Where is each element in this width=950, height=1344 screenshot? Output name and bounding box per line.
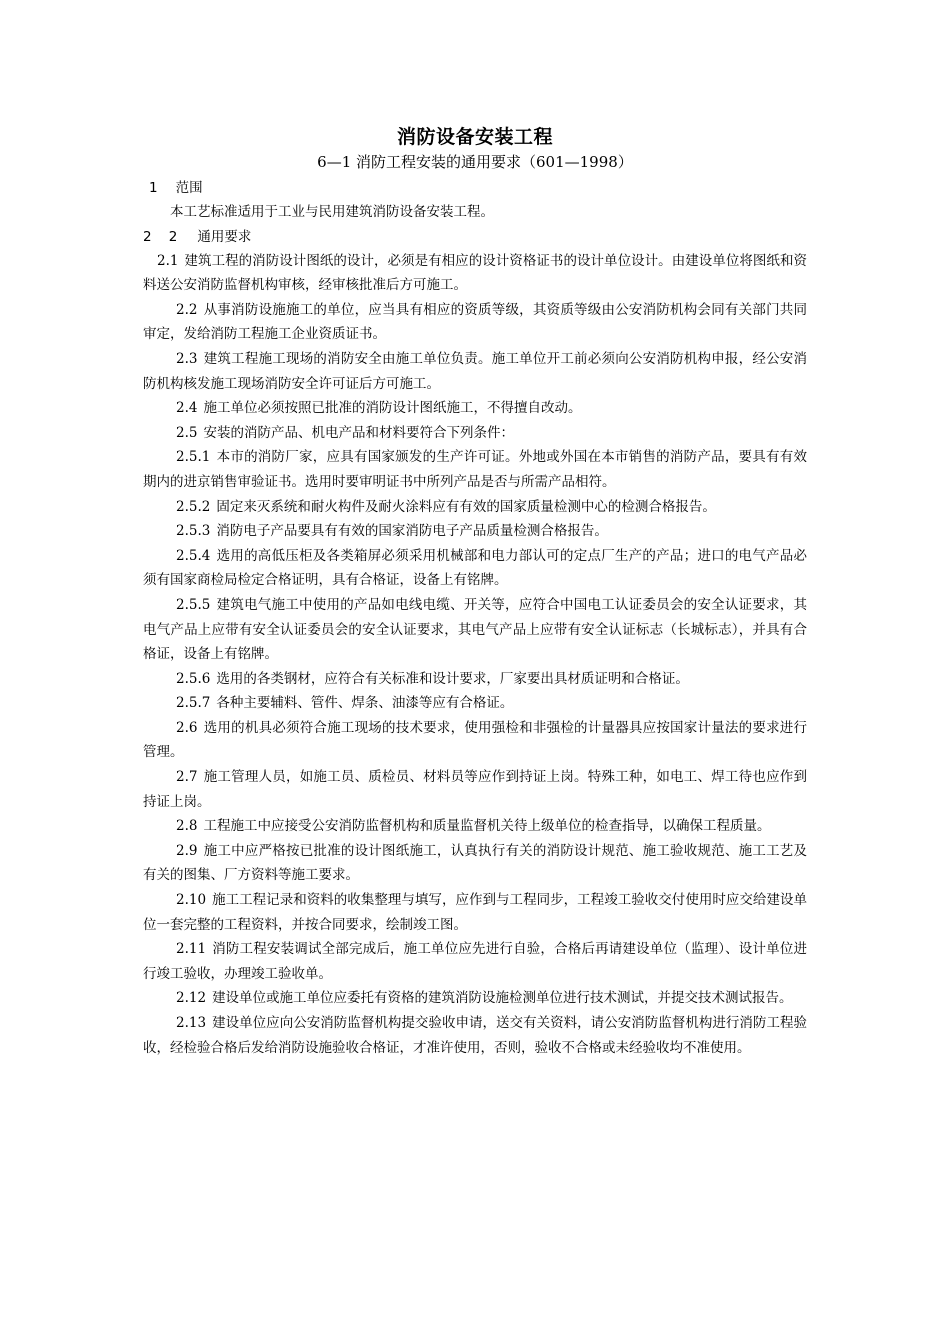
requirement-text: 从事消防设施施工的单位，应当具有相应的资质等级，其资质等级由公安消防机构会同有关部门共同审定，发给消防工程施工企业资质证书。 xyxy=(143,301,807,343)
requirement-number: 2.4 xyxy=(176,400,198,417)
section-1-heading xyxy=(143,176,807,200)
requirement-number: 2.5 xyxy=(176,424,198,441)
requirement-item xyxy=(143,347,807,396)
requirement-item xyxy=(143,396,807,421)
requirement-text: 安装的消防产品、机电产品和材料要符合下列条件： xyxy=(203,424,514,441)
requirement-item xyxy=(143,839,807,888)
requirement-text: 施工管理人员，如施工员、质检员、材料员等应作到持证上岗。特殊工种，如电工、焊工待也应作到持证上岗。 xyxy=(143,769,807,810)
requirement-number: 2.2 xyxy=(176,301,198,318)
section-2-heading xyxy=(143,225,807,249)
requirement-number: 2.13 xyxy=(176,1015,207,1031)
requirement-number: 2.10 xyxy=(176,892,207,909)
requirement-text: 消防电子产品要具有有效的国家消防电子产品质量检测合格报告。 xyxy=(216,523,608,540)
requirement-number: 2.5.4 xyxy=(176,547,211,564)
requirement-number: 2.5.7 xyxy=(176,695,211,712)
requirement-number: 2.12 xyxy=(176,990,207,1007)
requirement-text: 本市的消防厂家，应具有国家颁发的生产许可证。外地或外国在本市销售的消防产品，要具有有效期内的进京销售审验证书。选用时要审明证书中所列产品是否与所需产品相符。 xyxy=(143,449,807,490)
requirement-item xyxy=(143,667,807,692)
requirement-text: 建筑电气施工中使用的产品如电线电缆、开关等，应符合中国电工认证委员会的安全认证要求，其电气产品上应带有安全认证委员会的安全认证要求，其电气产品上应带有安全认证标志（长城标志），并具有合格证，设备上有铭牌。 xyxy=(143,596,807,663)
document-subtitle: 6—1 消防工程安装的通用要求（601—1998） xyxy=(317,153,633,171)
requirement-number: 2.8 xyxy=(176,818,198,835)
requirement-item xyxy=(143,888,807,937)
requirement-item xyxy=(143,691,807,716)
requirement-text: 各种主要辅料、管件、焊条、油漆等应有合格证。 xyxy=(216,695,514,712)
requirement-number: 2.6 xyxy=(176,719,198,736)
requirement-item xyxy=(143,765,807,814)
requirement-number: 2.5.1 xyxy=(176,449,211,466)
requirement-text: 选用的高低压柜及各类箱屏必须采用机械部和电力部认可的定点厂生产的产品；进口的电气产品必须有国家商检局检定合格证明，具有合格证，设备上有铭牌。 xyxy=(143,547,807,589)
requirement-item xyxy=(143,716,807,765)
section-1-text: 本工艺标准适用于工业与民用建筑消防设备安装工程。 xyxy=(170,204,494,220)
requirement-text: 建筑工程施工现场的消防安全由施工单位负责。施工单位开工前必须向公安消防机构申报，经公安消防机构核发施工现场消防安全许可证后方可施工。 xyxy=(143,350,807,392)
requirement-text: 施工中应严格按已批准的设计图纸施工，认真执行有关的消防设计规范、施工验收规范、施工工艺及有关的图集、厂方资料等施工要求。 xyxy=(143,842,807,884)
requirement-text: 施工工程记录和资料的收集整理与填写，应作到与工程同步，工程竣工验收交付使用时应交给建设单位一套完整的工程资料，并按合同要求，绘制竣工图。 xyxy=(143,892,807,933)
requirement-number: 2.5.3 xyxy=(176,523,211,540)
requirement-text: 选用的机具必须符合施工现场的技术要求，使用强检和非强检的计量器具应按国家计量法的要求进行管理。 xyxy=(143,719,807,761)
requirement-item xyxy=(143,249,807,298)
requirement-number: 2.5.2 xyxy=(176,498,211,515)
requirement-item xyxy=(143,495,807,520)
document-content xyxy=(143,124,807,1060)
requirement-text: 选用的各类钢材，应符合有关标准和设计要求，厂家要出具材质证明和合格证。 xyxy=(216,670,689,687)
requirement-item xyxy=(143,593,807,667)
requirement-number: 2.1 xyxy=(157,252,179,269)
requirement-item xyxy=(143,544,807,593)
document-title: 消防设备安装工程 xyxy=(396,126,553,148)
requirements-list xyxy=(143,249,807,1061)
requirement-item xyxy=(143,937,807,986)
requirement-number: 2.9 xyxy=(176,842,198,859)
requirement-item xyxy=(143,519,807,544)
requirement-text: 工程施工中应接受公安消防监督机构和质量监督机关待上级单位的检查指导，以确保工程质量。 xyxy=(203,818,771,835)
requirement-item xyxy=(143,1011,807,1060)
requirement-text: 消防工程安装调试全部完成后，施工单位应先进行自验，合格后再请建设单位（监理）、设计单位进行竣工验收，办理竣工验收单。 xyxy=(143,941,807,982)
requirement-text: 建设单位或施工单位应委托有资格的建筑消防设施检测单位进行技术测试，并提交技术测试报告。 xyxy=(212,990,793,1007)
requirement-text: 建筑工程的消防设计图纸的设计，必须是有相应的设计资格证书的设计单位设计。由建设单位将图纸和资料送公安消防监督机构审核，经审核批准后方可施工。 xyxy=(143,252,807,294)
section-2-title: 通用要求 xyxy=(197,228,252,245)
section-2-number: 2 2 xyxy=(143,228,178,245)
requirement-item xyxy=(143,445,807,494)
requirement-item xyxy=(143,421,807,446)
requirement-number: 2.11 xyxy=(176,941,207,958)
section-1-number: 1 xyxy=(149,180,158,196)
requirement-text: 固定来灭系统和耐火构件及耐火涂料应有有效的国家质量检测中心的检测合格报告。 xyxy=(216,498,716,515)
section-1-title: 范围 xyxy=(175,180,203,196)
requirement-number: 2.7 xyxy=(176,769,198,786)
requirement-item xyxy=(143,814,807,839)
requirement-item xyxy=(143,298,807,347)
requirement-text: 建设单位应向公安消防监督机构提交验收申请，送交有关资料，请公安消防监督机构进行消防工程验收，经检验合格后发给消防设施验收合格证，才准许使用，否则，验收不合格或未经验收均不准使用。 xyxy=(143,1015,807,1056)
requirement-text: 施工单位必须按照已批准的消防设计图纸施工，不得擅自改动。 xyxy=(203,400,582,417)
requirement-item xyxy=(143,986,807,1011)
requirement-number: 2.3 xyxy=(176,350,198,367)
requirement-number: 2.5.5 xyxy=(176,596,211,613)
requirement-number: 2.5.6 xyxy=(176,670,211,687)
